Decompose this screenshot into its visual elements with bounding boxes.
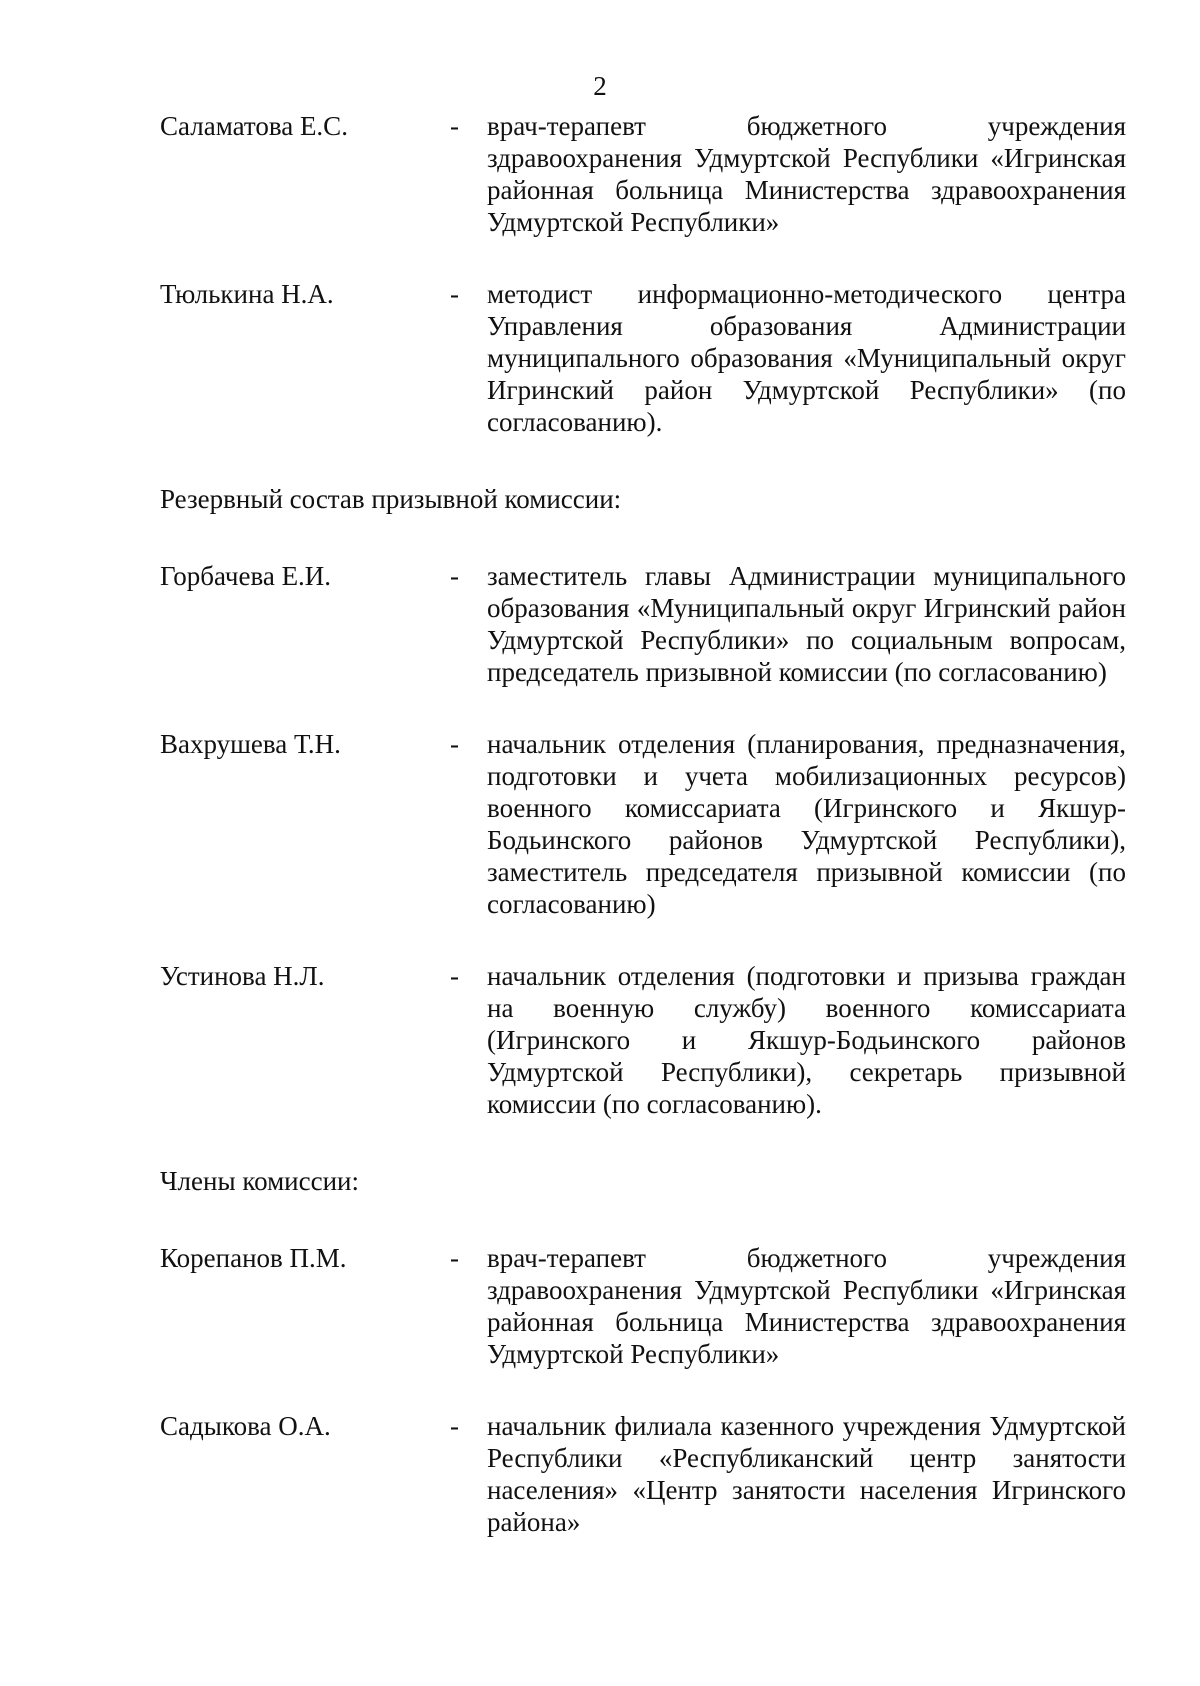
member-name: Корепанов П.М. xyxy=(160,1243,347,1273)
dash-separator: - xyxy=(450,729,459,759)
page-number: 2 xyxy=(593,71,607,101)
member-entry xyxy=(160,110,1126,238)
member-entry xyxy=(160,728,1126,920)
member-position: начальник филиала казенного учреждения Удмуртской Республики «Республиканский центр занятости населения» «Центр занятости населения Игринского района» xyxy=(487,1411,1126,1537)
member-position: заместитель главы Администрации муниципального образования «Муниципальный округ Игринский район Удмуртской Республики» по социальным вопросам, председатель призывной комиссии (по согласованию) xyxy=(487,561,1126,687)
commission-list xyxy=(160,110,1126,1538)
member-entry xyxy=(160,1242,1126,1370)
members-heading: Члены комиссии: xyxy=(160,1166,359,1196)
member-position: врач-терапевт бюджетного учреждения здравоохранения Удмуртской Республики «Игринская районная больница Министерства здравоохранения Удмуртской Республики» xyxy=(487,111,1126,237)
dash-separator: - xyxy=(450,1243,459,1273)
member-name: Устинова Н.Л. xyxy=(160,961,325,991)
member-position: начальник отделения (планирования, предназначения, подготовки и учета мобилизационных ресурсов) военного комиссариата (Игринского и Якшур-Бодьинского районов Удмуртской Республики), заместитель председателя призывной комиссии (по согласованию) xyxy=(487,729,1126,919)
dash-separator: - xyxy=(450,279,459,309)
member-entry xyxy=(160,960,1126,1120)
member-name: Горбачева Е.И. xyxy=(160,561,332,591)
member-position: методист информационно-методического центра Управления образования Администрации муниципального образования «Муниципальный округ Игринский район Удмуртской Республики» (по согласованию). xyxy=(487,279,1126,437)
member-name: Садыкова О.А. xyxy=(160,1411,331,1441)
member-position: врач-терапевт бюджетного учреждения здравоохранения Удмуртской Республики «Игринская районная больница Министерства здравоохранения Удмуртской Республики» xyxy=(487,1243,1126,1369)
member-name: Вахрушева Т.Н. xyxy=(160,729,341,759)
reserve-heading: Резервный состав призывной комиссии: xyxy=(160,484,622,514)
dash-separator: - xyxy=(450,561,459,591)
member-entry xyxy=(160,1410,1126,1538)
member-entry xyxy=(160,278,1126,438)
dash-separator: - xyxy=(450,1411,459,1441)
member-name: Саламатова Е.С. xyxy=(160,111,348,141)
member-position: начальник отделения (подготовки и призыва граждан на военную службу) военного комиссариата (Игринского и Якшур-Бодьинского районов Удмуртской Республики), секретарь призывной комиссии (по согласованию). xyxy=(487,961,1126,1119)
member-name: Тюлькина Н.А. xyxy=(160,279,334,309)
member-entry xyxy=(160,560,1126,688)
dash-separator: - xyxy=(450,961,459,991)
dash-separator: - xyxy=(450,111,459,141)
